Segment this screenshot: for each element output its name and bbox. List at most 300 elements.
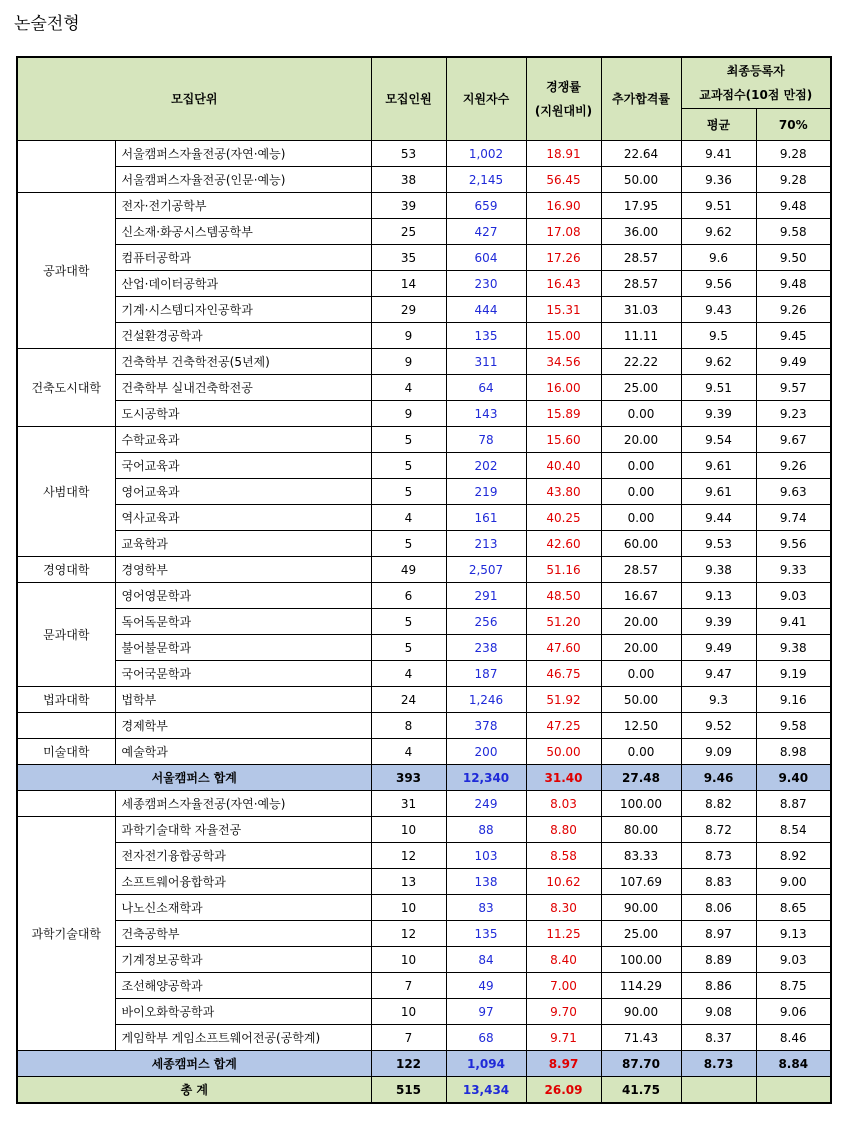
p70-cell: 9.49 <box>756 349 831 375</box>
avg-cell: 8.06 <box>681 895 756 921</box>
table-row <box>17 349 831 375</box>
avg-cell: 9.62 <box>681 219 756 245</box>
table-row <box>17 453 831 479</box>
page-title: 논술전형 <box>14 14 80 34</box>
quota-cell: 29 <box>371 297 446 323</box>
rate-cell: 11.25 <box>526 921 601 947</box>
dept-cell: 국어교육과 <box>115 453 371 479</box>
dept-cell: 서울캠퍼스자율전공(자연·예능) <box>115 141 371 167</box>
dept-cell: 세종캠퍼스자율전공(자연·예능) <box>115 791 371 817</box>
rate-cell: 51.16 <box>526 557 601 583</box>
applicants-cell: 1,002 <box>446 141 526 167</box>
avg-cell: 9.39 <box>681 609 756 635</box>
applicants-cell: 200 <box>446 739 526 765</box>
rate-cell: 8.80 <box>526 817 601 843</box>
table-row <box>17 661 831 687</box>
applicants-cell: 213 <box>446 531 526 557</box>
college-cell: 법과대학 <box>17 687 115 713</box>
p70-cell: 9.06 <box>756 999 831 1025</box>
avg-cell: 9.36 <box>681 167 756 193</box>
rate-cell: 34.56 <box>526 349 601 375</box>
p70-cell: 9.41 <box>756 609 831 635</box>
p70-cell: 9.57 <box>756 375 831 401</box>
rate-cell: 16.43 <box>526 271 601 297</box>
additional-cell: 20.00 <box>601 609 681 635</box>
avg-cell: 9.56 <box>681 271 756 297</box>
p70-cell: 9.03 <box>756 947 831 973</box>
quota-cell: 7 <box>371 973 446 999</box>
applicants-cell: 13,434 <box>446 1077 526 1104</box>
college-cell <box>17 713 115 739</box>
rate-cell: 15.89 <box>526 401 601 427</box>
applicants-cell: 135 <box>446 323 526 349</box>
header-unit: 모집단위 <box>17 57 371 141</box>
applicants-cell: 230 <box>446 271 526 297</box>
avg-cell: 9.52 <box>681 713 756 739</box>
quota-cell: 10 <box>371 817 446 843</box>
quota-cell: 393 <box>371 765 446 791</box>
rate-cell: 51.20 <box>526 609 601 635</box>
dept-cell: 전자·전기공학부 <box>115 193 371 219</box>
dept-cell: 게임학부 게임소프트웨어전공(공학계) <box>115 1025 371 1051</box>
additional-cell: 60.00 <box>601 531 681 557</box>
avg-cell: 9.47 <box>681 661 756 687</box>
p70-cell: 9.28 <box>756 167 831 193</box>
quota-cell: 5 <box>371 453 446 479</box>
table-row <box>17 635 831 661</box>
rate-cell: 18.91 <box>526 141 601 167</box>
dept-cell: 교육학과 <box>115 531 371 557</box>
p70-cell: 9.63 <box>756 479 831 505</box>
p70-cell: 8.98 <box>756 739 831 765</box>
rate-cell: 8.40 <box>526 947 601 973</box>
rate-cell: 15.00 <box>526 323 601 349</box>
rate-cell: 31.40 <box>526 765 601 791</box>
additional-cell: 80.00 <box>601 817 681 843</box>
applicants-cell: 143 <box>446 401 526 427</box>
p70-cell: 9.16 <box>756 687 831 713</box>
header-avg: 평균 <box>681 109 756 141</box>
dept-cell: 법학부 <box>115 687 371 713</box>
table-row <box>17 609 831 635</box>
table-row <box>17 713 831 739</box>
additional-cell: 16.67 <box>601 583 681 609</box>
p70-cell: 8.75 <box>756 973 831 999</box>
grand-total-label: 총 계 <box>17 1077 371 1104</box>
quota-cell: 9 <box>371 401 446 427</box>
quota-cell: 122 <box>371 1051 446 1077</box>
applicants-cell: 97 <box>446 999 526 1025</box>
additional-cell: 36.00 <box>601 219 681 245</box>
table-row <box>17 973 831 999</box>
rate-cell: 8.97 <box>526 1051 601 1077</box>
quota-cell: 12 <box>371 843 446 869</box>
table-body <box>17 141 831 1104</box>
p70-cell: 9.00 <box>756 869 831 895</box>
dept-cell: 영어교육과 <box>115 479 371 505</box>
p70-cell: 9.48 <box>756 193 831 219</box>
rate-cell: 15.31 <box>526 297 601 323</box>
applicants-cell: 88 <box>446 817 526 843</box>
rate-cell: 40.40 <box>526 453 601 479</box>
additional-cell: 0.00 <box>601 453 681 479</box>
rate-cell: 7.00 <box>526 973 601 999</box>
applicants-cell: 311 <box>446 349 526 375</box>
college-cell: 문과대학 <box>17 583 115 687</box>
dept-cell: 서울캠퍼스자율전공(인문·예능) <box>115 167 371 193</box>
rate-cell: 17.26 <box>526 245 601 271</box>
avg-cell: 9.54 <box>681 427 756 453</box>
table-row <box>17 531 831 557</box>
rate-cell: 16.90 <box>526 193 601 219</box>
applicants-cell: 219 <box>446 479 526 505</box>
dept-cell: 산업·데이터공학과 <box>115 271 371 297</box>
avg-cell: 8.83 <box>681 869 756 895</box>
avg-cell: 9.38 <box>681 557 756 583</box>
additional-cell: 27.48 <box>601 765 681 791</box>
header-rate-line1: 경쟁률 <box>546 80 581 94</box>
additional-cell: 0.00 <box>601 401 681 427</box>
avg-cell: 9.6 <box>681 245 756 271</box>
applicants-cell: 64 <box>446 375 526 401</box>
p70-cell: 9.13 <box>756 921 831 947</box>
dept-cell: 나노신소재학과 <box>115 895 371 921</box>
quota-cell: 10 <box>371 947 446 973</box>
rate-cell: 42.60 <box>526 531 601 557</box>
applicants-cell: 378 <box>446 713 526 739</box>
applicants-cell: 444 <box>446 297 526 323</box>
dept-cell: 불어불문학과 <box>115 635 371 661</box>
p70-cell: 9.48 <box>756 271 831 297</box>
quota-cell: 39 <box>371 193 446 219</box>
table-row <box>17 687 831 713</box>
sejong-total-label: 세종캠퍼스 합계 <box>17 1051 371 1077</box>
additional-cell: 20.00 <box>601 427 681 453</box>
additional-cell: 20.00 <box>601 635 681 661</box>
rate-cell: 48.50 <box>526 583 601 609</box>
p70-cell: 8.84 <box>756 1051 831 1077</box>
rate-cell: 50.00 <box>526 739 601 765</box>
p70-cell: 9.28 <box>756 141 831 167</box>
quota-cell: 4 <box>371 661 446 687</box>
college-cell: 미술대학 <box>17 739 115 765</box>
rate-cell: 9.71 <box>526 1025 601 1051</box>
p70-cell <box>756 1077 831 1104</box>
avg-cell: 8.73 <box>681 1051 756 1077</box>
rate-cell: 16.00 <box>526 375 601 401</box>
additional-cell: 11.11 <box>601 323 681 349</box>
applicants-cell: 1,094 <box>446 1051 526 1077</box>
applicants-cell: 138 <box>446 869 526 895</box>
avg-cell: 9.13 <box>681 583 756 609</box>
table-row <box>17 375 831 401</box>
quota-cell: 49 <box>371 557 446 583</box>
table-row <box>17 843 831 869</box>
avg-cell: 9.61 <box>681 453 756 479</box>
additional-cell: 100.00 <box>601 791 681 817</box>
avg-cell: 9.44 <box>681 505 756 531</box>
table-row <box>17 219 831 245</box>
additional-cell: 0.00 <box>601 479 681 505</box>
table-row <box>17 869 831 895</box>
college-cell: 건축도시대학 <box>17 349 115 427</box>
avg-cell: 9.5 <box>681 323 756 349</box>
quota-cell: 12 <box>371 921 446 947</box>
dept-cell: 경제학부 <box>115 713 371 739</box>
header-final-line2: 교과점수(10점 만점) <box>699 88 813 102</box>
avg-cell: 9.53 <box>681 531 756 557</box>
table-row <box>17 947 831 973</box>
dept-cell: 컴퓨터공학과 <box>115 245 371 271</box>
rate-cell: 8.03 <box>526 791 601 817</box>
applicants-cell: 202 <box>446 453 526 479</box>
header-quota: 모집인원 <box>371 57 446 141</box>
header-rate <box>526 57 601 141</box>
p70-cell: 9.67 <box>756 427 831 453</box>
table-row <box>17 557 831 583</box>
table-row <box>17 193 831 219</box>
p70-cell: 9.40 <box>756 765 831 791</box>
p70-cell: 9.58 <box>756 219 831 245</box>
rate-cell: 47.60 <box>526 635 601 661</box>
additional-cell: 0.00 <box>601 739 681 765</box>
p70-cell: 9.58 <box>756 713 831 739</box>
quota-cell: 35 <box>371 245 446 271</box>
additional-cell: 100.00 <box>601 947 681 973</box>
applicants-cell: 68 <box>446 1025 526 1051</box>
rate-cell: 51.92 <box>526 687 601 713</box>
additional-cell: 83.33 <box>601 843 681 869</box>
applicants-cell: 135 <box>446 921 526 947</box>
applicants-cell: 2,507 <box>446 557 526 583</box>
applicants-cell: 256 <box>446 609 526 635</box>
additional-cell: 90.00 <box>601 999 681 1025</box>
dept-cell: 과학기술대학 자율전공 <box>115 817 371 843</box>
table-row <box>17 739 831 765</box>
avg-cell: 9.09 <box>681 739 756 765</box>
table-row <box>17 895 831 921</box>
applicants-cell: 78 <box>446 427 526 453</box>
table-row <box>17 479 831 505</box>
seoul-total-label: 서울캠퍼스 합계 <box>17 765 371 791</box>
admission-table <box>16 56 832 1104</box>
additional-cell: 28.57 <box>601 271 681 297</box>
applicants-cell: 238 <box>446 635 526 661</box>
applicants-cell: 427 <box>446 219 526 245</box>
table-row <box>17 999 831 1025</box>
college-cell: 과학기술대학 <box>17 817 115 1051</box>
quota-cell: 9 <box>371 323 446 349</box>
quota-cell: 5 <box>371 609 446 635</box>
dept-cell: 경영학부 <box>115 557 371 583</box>
quota-cell: 4 <box>371 375 446 401</box>
table-row <box>17 141 831 167</box>
quota-cell: 38 <box>371 167 446 193</box>
avg-cell: 9.3 <box>681 687 756 713</box>
p70-cell: 8.65 <box>756 895 831 921</box>
additional-cell: 87.70 <box>601 1051 681 1077</box>
p70-cell: 9.26 <box>756 453 831 479</box>
header-final-line1: 최종등록자 <box>726 64 785 78</box>
additional-cell: 50.00 <box>601 687 681 713</box>
dept-cell: 독어독문학과 <box>115 609 371 635</box>
applicants-cell: 103 <box>446 843 526 869</box>
quota-cell: 4 <box>371 739 446 765</box>
additional-cell: 28.57 <box>601 245 681 271</box>
rate-cell: 10.62 <box>526 869 601 895</box>
rate-cell: 56.45 <box>526 167 601 193</box>
additional-cell: 0.00 <box>601 661 681 687</box>
dept-cell: 기계·시스템디자인공학과 <box>115 297 371 323</box>
rate-cell: 43.80 <box>526 479 601 505</box>
avg-cell: 8.86 <box>681 973 756 999</box>
college-cell: 경영대학 <box>17 557 115 583</box>
dept-cell: 수학교육과 <box>115 427 371 453</box>
quota-cell: 9 <box>371 349 446 375</box>
header-additional: 추가합격률 <box>601 57 681 141</box>
additional-cell: 12.50 <box>601 713 681 739</box>
avg-cell: 8.72 <box>681 817 756 843</box>
dept-cell: 건축학부 실내건축학전공 <box>115 375 371 401</box>
grand-total-row <box>17 1077 831 1104</box>
quota-cell: 10 <box>371 999 446 1025</box>
applicants-cell: 249 <box>446 791 526 817</box>
p70-cell: 9.33 <box>756 557 831 583</box>
quota-cell: 8 <box>371 713 446 739</box>
dept-cell: 국어국문학과 <box>115 661 371 687</box>
dept-cell: 조선해양공학과 <box>115 973 371 999</box>
p70-cell: 8.87 <box>756 791 831 817</box>
p70-cell: 9.03 <box>756 583 831 609</box>
dept-cell: 건설환경공학과 <box>115 323 371 349</box>
additional-cell: 31.03 <box>601 297 681 323</box>
applicants-cell: 187 <box>446 661 526 687</box>
quota-cell: 24 <box>371 687 446 713</box>
p70-cell: 9.23 <box>756 401 831 427</box>
header-applicants: 지원자수 <box>446 57 526 141</box>
rate-cell: 9.70 <box>526 999 601 1025</box>
rate-cell: 47.25 <box>526 713 601 739</box>
quota-cell: 7 <box>371 1025 446 1051</box>
avg-cell: 8.97 <box>681 921 756 947</box>
avg-cell: 9.43 <box>681 297 756 323</box>
rate-cell: 26.09 <box>526 1077 601 1104</box>
avg-cell: 9.08 <box>681 999 756 1025</box>
dept-cell: 건축공학부 <box>115 921 371 947</box>
table-row <box>17 427 831 453</box>
quota-cell: 6 <box>371 583 446 609</box>
quota-cell: 515 <box>371 1077 446 1104</box>
additional-cell: 25.00 <box>601 921 681 947</box>
avg-cell: 8.73 <box>681 843 756 869</box>
p70-cell: 8.54 <box>756 817 831 843</box>
p70-cell: 8.46 <box>756 1025 831 1051</box>
p70-cell: 9.45 <box>756 323 831 349</box>
additional-cell: 90.00 <box>601 895 681 921</box>
avg-cell: 9.61 <box>681 479 756 505</box>
dept-cell: 건축학부 건축학전공(5년제) <box>115 349 371 375</box>
college-cell <box>17 141 115 193</box>
college-cell: 공과대학 <box>17 193 115 349</box>
avg-cell: 9.46 <box>681 765 756 791</box>
applicants-cell: 84 <box>446 947 526 973</box>
table-row <box>17 791 831 817</box>
additional-cell: 0.00 <box>601 505 681 531</box>
applicants-cell: 49 <box>446 973 526 999</box>
quota-cell: 5 <box>371 479 446 505</box>
college-cell: 사범대학 <box>17 427 115 557</box>
college-cell <box>17 791 115 817</box>
p70-cell: 9.26 <box>756 297 831 323</box>
dept-cell: 영어영문학과 <box>115 583 371 609</box>
dept-cell: 전자전기융합공학과 <box>115 843 371 869</box>
additional-cell: 50.00 <box>601 167 681 193</box>
dept-cell: 역사교육과 <box>115 505 371 531</box>
applicants-cell: 2,145 <box>446 167 526 193</box>
p70-cell: 9.38 <box>756 635 831 661</box>
quota-cell: 5 <box>371 427 446 453</box>
additional-cell: 22.22 <box>601 349 681 375</box>
avg-cell: 9.41 <box>681 141 756 167</box>
seoul-total-row <box>17 765 831 791</box>
applicants-cell: 1,246 <box>446 687 526 713</box>
sejong-total-row <box>17 1051 831 1077</box>
applicants-cell: 12,340 <box>446 765 526 791</box>
avg-cell: 8.89 <box>681 947 756 973</box>
additional-cell: 17.95 <box>601 193 681 219</box>
table-row <box>17 505 831 531</box>
avg-cell <box>681 1077 756 1104</box>
header-p70: 70% <box>756 109 831 141</box>
avg-cell: 9.49 <box>681 635 756 661</box>
quota-cell: 31 <box>371 791 446 817</box>
dept-cell: 예술학과 <box>115 739 371 765</box>
applicants-cell: 659 <box>446 193 526 219</box>
quota-cell: 4 <box>371 505 446 531</box>
dept-cell: 신소재·화공시스템공학부 <box>115 219 371 245</box>
additional-cell: 71.43 <box>601 1025 681 1051</box>
table-row <box>17 817 831 843</box>
applicants-cell: 291 <box>446 583 526 609</box>
header-rate-line2: (지원대비) <box>534 104 593 118</box>
table-row <box>17 401 831 427</box>
avg-cell: 9.51 <box>681 193 756 219</box>
avg-cell: 9.62 <box>681 349 756 375</box>
avg-cell: 9.51 <box>681 375 756 401</box>
p70-cell: 9.50 <box>756 245 831 271</box>
additional-cell: 22.64 <box>601 141 681 167</box>
quota-cell: 25 <box>371 219 446 245</box>
additional-cell: 28.57 <box>601 557 681 583</box>
rate-cell: 8.58 <box>526 843 601 869</box>
rate-cell: 46.75 <box>526 661 601 687</box>
table-row <box>17 245 831 271</box>
applicants-cell: 604 <box>446 245 526 271</box>
additional-cell: 25.00 <box>601 375 681 401</box>
table-row <box>17 921 831 947</box>
avg-cell: 9.39 <box>681 401 756 427</box>
avg-cell: 8.37 <box>681 1025 756 1051</box>
table-row <box>17 167 831 193</box>
p70-cell: 9.56 <box>756 531 831 557</box>
applicants-cell: 161 <box>446 505 526 531</box>
additional-cell: 114.29 <box>601 973 681 999</box>
quota-cell: 53 <box>371 141 446 167</box>
p70-cell: 8.92 <box>756 843 831 869</box>
quota-cell: 13 <box>371 869 446 895</box>
p70-cell: 9.19 <box>756 661 831 687</box>
rate-cell: 40.25 <box>526 505 601 531</box>
